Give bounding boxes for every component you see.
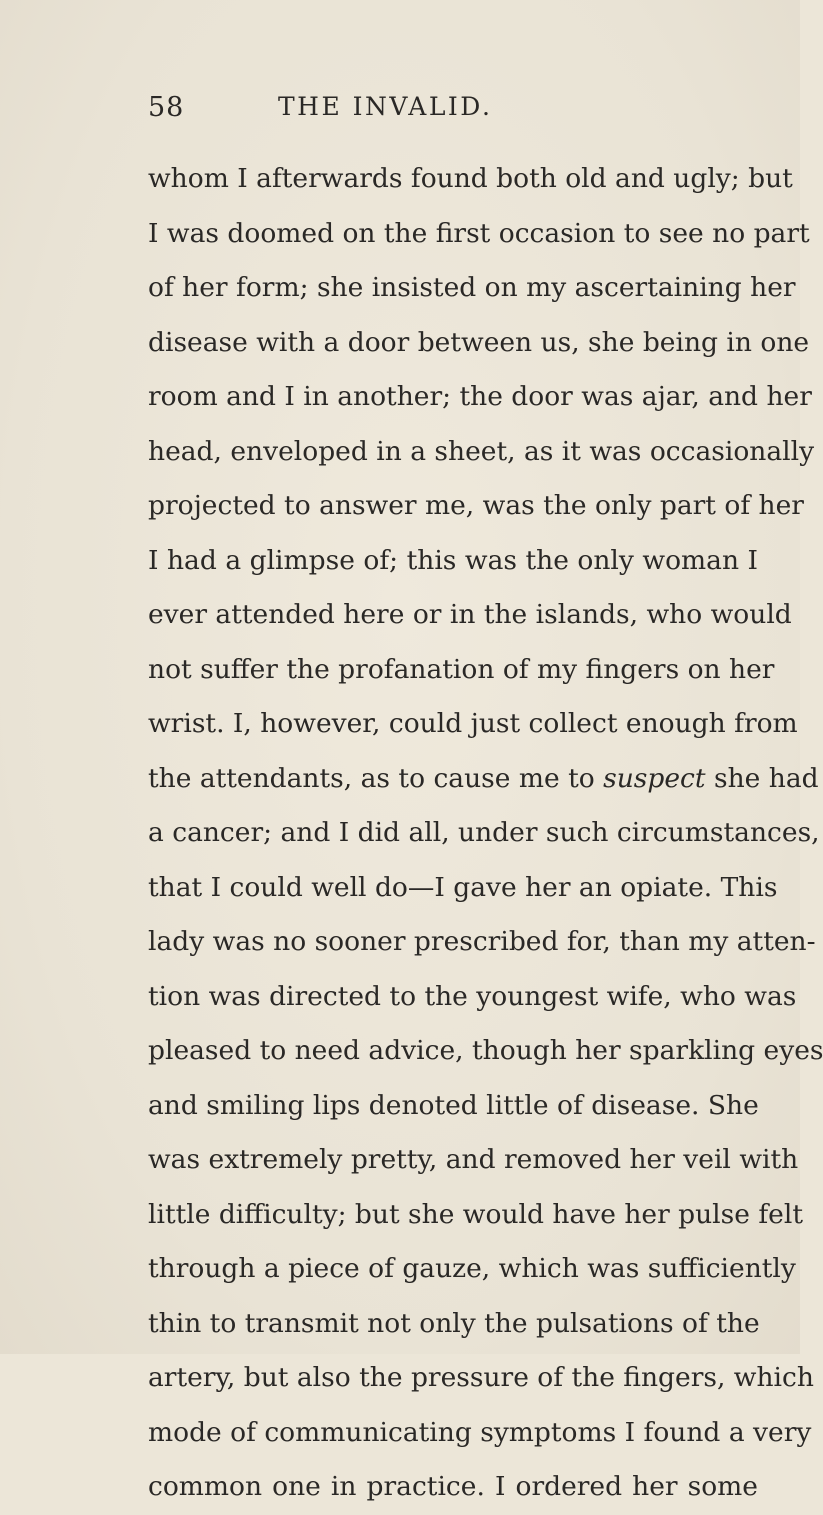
text-line: wrist. I, however, could just collect enough from [148, 708, 798, 739]
text-segment: she had [713, 762, 819, 794]
text-line: thin to transmit not only the pulsations of the [148, 1307, 760, 1339]
text-line: a cancer; and I did all, under such circumstances, [148, 817, 820, 848]
text-line: artery, but also the pressure of the fingers, which [148, 1362, 814, 1393]
text-segment: the attendants, as to cause me to [148, 762, 595, 794]
emphasized-word: suspect [603, 762, 706, 794]
text-line: through a piece of gauze, which was sufficiently [148, 1253, 796, 1284]
text-line: I had a glimpse of; this was the only woman I [148, 544, 758, 576]
text-line: lady was no sooner prescribed for, than my atten- [148, 926, 816, 957]
text-line: little difficulty; but she would have her pulse felt [148, 1198, 803, 1230]
text-line: common one in practice. I ordered her some [148, 1471, 758, 1502]
running-title: THE INVALID. [278, 92, 493, 121]
text-line: not suffer the profanation of my fingers on her [148, 653, 775, 685]
text-line: was extremely pretty, and removed her veil with [148, 1144, 799, 1175]
text-line: pleased to need advice, though her sparkling eyes [148, 1035, 823, 1066]
text-line: I was doomed on the first occasion to see no part [148, 217, 810, 249]
text-line: projected to answer me, was the only part of her [148, 490, 804, 521]
text-line: disease with a door between us, she being in one [148, 326, 810, 358]
text-line: room and I in another; the door was ajar, and her [148, 381, 812, 412]
body-text [148, 152, 823, 1515]
text-line: of her form; she insisted on my ascertaining her [148, 272, 796, 303]
text-line: that I could well do—I gave her an opiate. This [148, 871, 778, 903]
text-line-with-emphasis [148, 752, 819, 807]
page-number: 58 [148, 92, 185, 123]
text-line: and smiling lips denoted little of disease. She [148, 1089, 759, 1121]
text-line: tion was directed to the youngest wife, who was [148, 980, 797, 1012]
text-line: mode of communicating symptoms I found a very [148, 1416, 812, 1448]
text-line: ever attended here or in the islands, who would [148, 599, 792, 630]
text-line: head, enveloped in a sheet, as it was occasionally [148, 435, 815, 467]
page-header [148, 92, 708, 132]
text-line: whom I afterwards found both old and ugly; but [148, 163, 793, 194]
